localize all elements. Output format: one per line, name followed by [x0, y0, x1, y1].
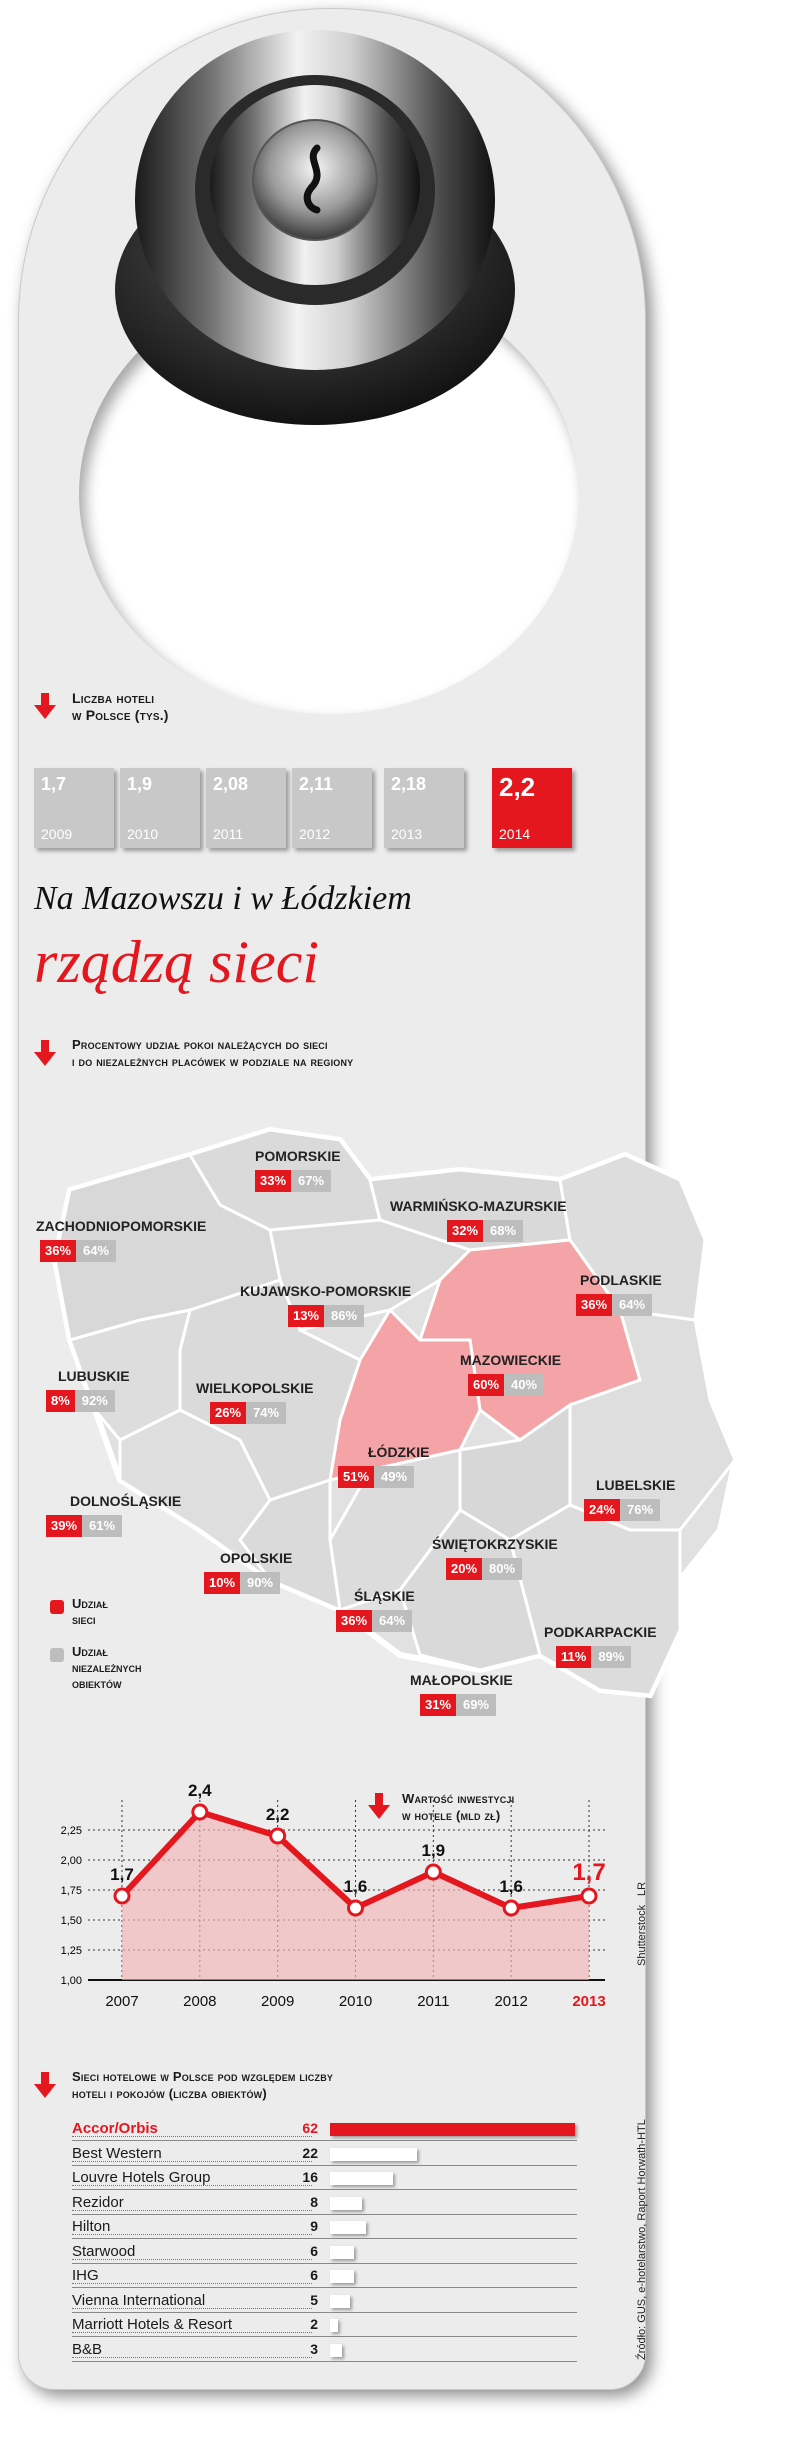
independent-share: 76% [620, 1499, 660, 1521]
hotel-count-value: 1,7 [41, 774, 67, 794]
x-tick-label: 2010 [338, 1993, 373, 2010]
region-share [584, 1499, 660, 1521]
independent-share: 86% [324, 1305, 364, 1327]
hotel-count-value: 2,11 [299, 774, 334, 794]
headline-line2: rządzą sieci [34, 929, 319, 995]
x-tick-label: 2007 [105, 1993, 139, 2010]
y-tick-label: 1,00 [60, 1975, 82, 1987]
chain-value: 6 [310, 2267, 318, 2283]
region-name: ŚWIĘTOKRZYSKIE [432, 1536, 558, 1552]
independent-share: 64% [76, 1240, 116, 1262]
photo-credit: Shutterstock [636, 1904, 648, 1966]
hotel-count-value: 2,2 [499, 772, 536, 802]
legend-chain-label: Udział sieci [72, 1596, 108, 1627]
region-share [468, 1374, 544, 1396]
chain-bar [330, 2172, 393, 2185]
independent-share: 64% [612, 1294, 652, 1316]
hotel-count-box-2012 [292, 768, 372, 848]
source-credit: Źródło: GUS, e-hotelarstwo, Raport Horwath-HTL [636, 2119, 648, 2360]
independent-share: 67% [291, 1170, 331, 1192]
hotel-count-year: 2014 [499, 826, 531, 842]
chain-name: Louvre Hotels Group [72, 2169, 211, 2186]
hotel-count-box-2013 [384, 768, 464, 848]
hotel-count-year: 2013 [391, 826, 423, 842]
chain-bar [330, 2221, 366, 2234]
hotel-count-year: 2010 [127, 826, 159, 842]
data-label: 1,9 [421, 1841, 446, 1860]
x-tick-label: 2011 [417, 1993, 450, 2010]
data-point [349, 1901, 363, 1915]
chain-bar [330, 2123, 575, 2136]
hotel-count-box-2010 [120, 768, 200, 848]
region-share [447, 1220, 523, 1242]
row-divider [72, 2140, 577, 2141]
hotel-count-value: 2,18 [391, 774, 427, 794]
data-point [271, 1829, 285, 1843]
chain-share: 26% [210, 1402, 246, 1424]
investment-chart-title: Wartość inwestycji w hotele (mld zł) [402, 1791, 515, 1823]
chain-value: 2 [310, 2316, 318, 2332]
y-tick-label: 1,25 [60, 1945, 82, 1957]
independent-share: 69% [456, 1694, 496, 1716]
chain-bar [330, 2148, 417, 2161]
data-point [504, 1901, 518, 1915]
data-label: 2,2 [265, 1805, 290, 1824]
chain-share: 36% [336, 1610, 372, 1632]
region-share [204, 1572, 280, 1594]
chain-value: 5 [310, 2291, 318, 2308]
hotel-count-box-2014 [492, 768, 572, 848]
chain-share: 13% [288, 1305, 324, 1327]
row-divider [72, 2214, 577, 2215]
region-share [338, 1466, 414, 1488]
chain-share: 32% [447, 1220, 483, 1242]
chain-value: 8 [310, 2193, 318, 2210]
independent-share: 89% [591, 1646, 631, 1668]
region-name: ZACHODNIOPOMORSKIE [36, 1218, 207, 1234]
chain-value: 22 [302, 2144, 318, 2161]
author-credit: LR [636, 1881, 648, 1896]
leader-dots [72, 2283, 312, 2284]
independent-share: 90% [240, 1572, 280, 1594]
leader-dots [72, 2259, 312, 2260]
row-divider [72, 2189, 577, 2190]
hotel-count-box-2009 [34, 768, 114, 848]
row-divider [72, 2287, 577, 2288]
leader-dots [72, 2161, 312, 2162]
independent-share: 92% [75, 1390, 115, 1412]
x-tick-label: 2008 [183, 1993, 217, 2010]
data-point [115, 1889, 129, 1903]
region-share [46, 1515, 122, 1537]
region-share [288, 1305, 364, 1327]
leader-dots [72, 2185, 312, 2186]
chain-value: 6 [310, 2242, 318, 2259]
region-name: WARMIŃSKO-MAZURSKIE [390, 1198, 567, 1214]
chain-name: Hilton [72, 2218, 111, 2235]
chain-share: 36% [40, 1240, 76, 1262]
chain-share: 36% [576, 1294, 612, 1316]
chain-share: 24% [584, 1499, 620, 1521]
down-arrow-icon [34, 2072, 56, 2098]
data-point [426, 1865, 440, 1879]
data-label: 1,6 [343, 1877, 368, 1896]
chain-share: 39% [46, 1515, 82, 1537]
chain-bar [330, 2344, 342, 2357]
x-tick-label: 2012 [494, 1993, 528, 2010]
chain-value: 16 [302, 2169, 318, 2185]
chain-name: Starwood [72, 2242, 136, 2260]
region-name: LUBELSKIE [596, 1477, 676, 1493]
data-label: 1,6 [499, 1877, 523, 1896]
chain-share: 51% [338, 1466, 374, 1488]
row-divider [72, 2312, 577, 2313]
chain-name: Accor/Orbis [72, 2120, 158, 2137]
chain-value: 3 [310, 2340, 318, 2357]
chains-caption: Sieci hotelowe w Polsce pod względem liczby hoteli i pokojów (liczba obiektów) [72, 2069, 334, 2101]
region-share [210, 1402, 286, 1424]
region-name: POMORSKIE [255, 1148, 341, 1164]
data-label: 2,4 [188, 1781, 212, 1800]
region-share [46, 1390, 115, 1412]
region-name: DOLNOŚLĄSKIE [70, 1493, 182, 1509]
region-name: WIELKOPOLSKIE [196, 1380, 314, 1396]
region-name: KUJAWSKO-POMORSKIE [240, 1283, 412, 1299]
chain-value: 62 [302, 2120, 318, 2136]
chain-name: Vienna International [72, 2291, 206, 2309]
hotel-count-year: 2012 [299, 826, 331, 842]
chain-value: 9 [310, 2218, 318, 2234]
chain-bar [330, 2270, 354, 2283]
hotel-count-year: 2009 [41, 826, 73, 842]
independent-share: 74% [246, 1402, 286, 1424]
legend-independent-swatch [50, 1648, 64, 1662]
down-arrow-icon [368, 1793, 390, 1819]
y-tick-label: 2,25 [60, 1825, 82, 1837]
down-arrow-icon [34, 693, 56, 719]
region-name: MAZOWIECKIE [460, 1352, 562, 1368]
hotel-count-value: 1,9 [127, 774, 153, 794]
region-name: PODLASKIE [580, 1272, 662, 1288]
independent-share: 64% [372, 1610, 412, 1632]
row-divider [72, 2263, 577, 2264]
legend-independent-label: Udział niezależnych obiektów [72, 1644, 142, 1691]
chain-share: 31% [420, 1694, 456, 1716]
region-name: ŚLĄSKIE [354, 1588, 415, 1604]
leader-dots [72, 2210, 312, 2211]
leader-dots [72, 2308, 312, 2309]
x-tick-label: 2013 [572, 1993, 606, 2010]
independent-share: 80% [482, 1558, 522, 1580]
chain-share: 20% [446, 1558, 482, 1580]
chain-share: 33% [255, 1170, 291, 1192]
y-tick-label: 2,00 [60, 1855, 82, 1867]
chain-bar [330, 2246, 354, 2259]
region-share [556, 1646, 631, 1668]
region-name: PODKARPACKIE [544, 1624, 657, 1640]
chain-name: IHG [72, 2267, 99, 2284]
hotel-count-value: 2,08 [213, 774, 249, 794]
x-tick-label: 2009 [260, 1993, 295, 2010]
chain-share: 10% [204, 1572, 240, 1594]
region-name: ŁÓDZKIE [368, 1444, 430, 1460]
chain-name: B&B [72, 2340, 103, 2358]
doorknob-illustration [95, 10, 535, 430]
legend-chain-swatch [50, 1600, 64, 1614]
data-label: 1,7 [110, 1865, 134, 1884]
row-divider [72, 2238, 577, 2239]
chain-share: 60% [468, 1374, 504, 1396]
y-tick-label: 1,75 [60, 1885, 82, 1897]
map-caption: Procentowy udział pokoi należących do sieci i do niezależnych placówek w podziale na regiony [72, 1037, 354, 1069]
leader-dots [72, 2357, 312, 2358]
region-name: MAŁOPOLSKIE [410, 1672, 513, 1688]
hotel-count-caption: Liczba hoteli w Polsce (tys.) [72, 690, 169, 723]
region-share [446, 1558, 522, 1580]
independent-share: 49% [374, 1466, 414, 1488]
y-tick-label: 1,50 [60, 1915, 82, 1927]
chain-name: Best Western [72, 2144, 162, 2162]
row-divider [72, 2165, 577, 2166]
region-share [255, 1170, 331, 1192]
data-point [582, 1889, 596, 1903]
data-point [193, 1805, 207, 1819]
region-share [420, 1694, 496, 1716]
chain-name: Rezidor [72, 2193, 124, 2211]
hotel-count-box-2011 [206, 768, 286, 848]
leader-dots [72, 2332, 312, 2333]
region-share [336, 1610, 412, 1632]
chain-bar [330, 2319, 338, 2332]
row-divider [72, 2336, 577, 2337]
chain-bar [330, 2295, 350, 2308]
chain-bar [330, 2197, 362, 2210]
leader-dots [72, 2136, 312, 2137]
independent-share: 61% [82, 1515, 122, 1537]
region-name: OPOLSKIE [220, 1550, 293, 1566]
leader-dots [72, 2234, 312, 2235]
chain-share: 8% [46, 1390, 75, 1412]
down-arrow-icon [34, 1040, 56, 1066]
chain-share: 11% [556, 1646, 591, 1668]
region-share [576, 1294, 652, 1316]
hotel-count-year: 2011 [213, 826, 244, 842]
independent-share: 68% [483, 1220, 523, 1242]
region-share [40, 1240, 116, 1262]
row-divider [72, 2361, 577, 2362]
investment-line-chart [30, 1770, 640, 2040]
chain-name: Marriott Hotels & Resort [72, 2316, 233, 2333]
region-name: LUBUSKIE [58, 1368, 130, 1384]
data-label: 1,7 [572, 1859, 606, 1886]
headline-line1: Na Mazowszu i w Łódzkiem [34, 880, 412, 917]
independent-share: 40% [504, 1374, 544, 1396]
